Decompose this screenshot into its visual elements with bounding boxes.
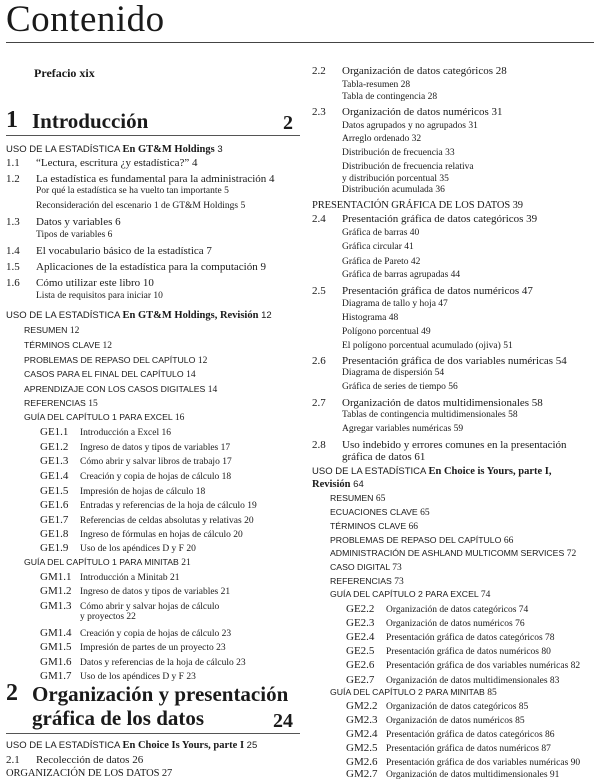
end-section-page: 65 — [420, 508, 430, 518]
toc-entry — [6, 262, 266, 273]
toc-entry — [40, 543, 196, 555]
chapter-2-title-line2: gráfica de los datos — [32, 706, 205, 730]
toc-entry — [6, 217, 121, 228]
end-section-page: 14 — [207, 385, 218, 395]
toc-entry — [40, 601, 219, 613]
toc-entry — [24, 385, 217, 396]
toc-entry — [330, 590, 490, 601]
end-section-page: 65 — [375, 494, 386, 504]
toc-entry — [24, 558, 191, 569]
end-section-page: 14 — [186, 370, 196, 380]
toc-entry — [342, 81, 410, 91]
toc-entry — [330, 549, 576, 560]
section-title: Organización de datos numéricos 31 — [342, 106, 503, 118]
toc-entry — [342, 369, 444, 379]
toc-entry — [346, 632, 555, 644]
toc-entry — [342, 425, 463, 435]
toc-entry — [342, 328, 431, 338]
toc-entry — [36, 202, 245, 212]
toc-entry — [330, 494, 385, 505]
subsection-title: Tablas de contingencia multidimensionales 58 — [342, 410, 518, 420]
guide-code: GM1.3 — [40, 600, 72, 612]
guide-code: GE2.2 — [346, 603, 375, 615]
guide-title: Ingreso de datos y tipos de variables 17 — [80, 443, 231, 453]
end-section-title: GUÍA DEL CAPÍTULO 1 PARA EXCEL — [24, 412, 173, 422]
title-rule — [6, 42, 594, 43]
end-section-title: CASO DIGITAL — [330, 562, 390, 572]
toc-entry — [342, 383, 458, 393]
toc-entry — [330, 522, 418, 533]
section-title: Organización de datos multidimensionales 58 — [342, 397, 543, 409]
end-section-title: REFERENCIAS — [330, 576, 392, 586]
toc-entry — [346, 646, 551, 658]
end-section-page: 12 — [197, 356, 208, 366]
subsection-title: Distribución de frecuencia relativa — [342, 162, 474, 172]
guide-code: GM2.7 — [346, 768, 378, 780]
chapter-2-number: 2 — [6, 680, 18, 706]
toc-entry — [330, 577, 404, 588]
end-section-page: 73 — [392, 563, 402, 573]
toc-entry — [312, 107, 502, 118]
toc-entry — [40, 427, 171, 439]
part-heading: PRESENTACIÓN GRÁFICA DE LOS DATOS 39 — [312, 200, 523, 211]
toc-entry — [330, 536, 513, 547]
toc-entry — [342, 314, 398, 324]
section-title: Cómo utilizar este libro 10 — [36, 277, 154, 289]
guide-code: GE1.9 — [40, 542, 69, 554]
part-heading: ORGANIZACIÓN DE LOS DATOS 27 — [6, 768, 173, 779]
subsection-title: Gráfica de series de tiempo 56 — [342, 382, 458, 392]
toc-entry — [24, 370, 196, 381]
guide-title: Organización de datos numéricos 85 — [386, 716, 525, 726]
toc-entry — [6, 174, 275, 185]
toc-entry — [346, 618, 525, 630]
toc-entry — [36, 187, 229, 197]
toc-entry — [346, 715, 525, 727]
case-name: En Choice Is Yours, parte I — [122, 740, 245, 751]
end-section-title: ADMINISTRACIÓN DE ASHLAND MULTICOMM SERVICES — [330, 548, 565, 558]
case-name: En Choice is Yours, parte I, — [428, 466, 552, 477]
chapter-1-rule — [6, 135, 300, 136]
end-section-page: 21 — [181, 558, 191, 568]
toc-entry — [312, 286, 533, 297]
guide-title: Presentación gráfica de datos numéricos 80 — [386, 647, 551, 657]
case-page: 12 — [258, 310, 272, 321]
guide-code: GE2.3 — [346, 617, 375, 629]
guide-title: Referencias de celdas absolutas y relativas 20 — [80, 516, 254, 526]
section-number: 1.6 — [6, 277, 20, 289]
toc-entry — [24, 399, 98, 410]
guide-code: GE1.6 — [40, 499, 69, 511]
toc-entry — [312, 356, 567, 367]
end-section-title: GUÍA DEL CAPÍTULO 2 PARA EXCEL — [330, 589, 479, 599]
toc-entry — [6, 145, 223, 156]
toc-entry — [342, 186, 445, 196]
section-title: Presentación gráfica de datos categóricos 39 — [342, 213, 538, 225]
guide-code: GE1.5 — [40, 485, 69, 497]
end-section-title: RESUMEN — [24, 325, 68, 335]
toc-entry — [342, 135, 421, 145]
toc-entry — [312, 440, 567, 451]
subsection-title: Agregar variables numéricas 59 — [342, 424, 464, 434]
guide-title: Cómo abrir y salvar hojas de cálculo — [80, 602, 220, 612]
toc-entry — [346, 729, 555, 741]
guide-code: GM2.6 — [346, 756, 378, 768]
guide-code: GM1.5 — [40, 641, 72, 653]
guide-title: Presentación gráfica de dos variables numéricas 90 — [386, 758, 581, 768]
end-section-title: PROBLEMAS DE REPASO DEL CAPÍTULO — [330, 535, 502, 545]
toc-entry — [40, 515, 254, 527]
toc-entry — [342, 271, 460, 281]
subsection-title: Tabla de contingencia 28 — [342, 92, 438, 102]
subsection-title: y distribución porcentual 35 — [342, 174, 449, 184]
section-number: 1.1 — [6, 157, 20, 169]
toc-entry — [40, 471, 231, 483]
end-section-page: 72 — [566, 549, 577, 559]
chapter-2-rule — [6, 733, 300, 734]
guide-title: y proyectos 22 — [80, 612, 136, 622]
guide-title: Creación y copia de hojas de cálculo 18 — [80, 472, 232, 482]
end-section-title: RESUMEN — [330, 493, 374, 503]
guide-title: Uso de los apéndices D y F 23 — [80, 672, 196, 682]
toc-entry — [346, 675, 559, 687]
toc-entry — [6, 769, 172, 780]
toc-entry — [36, 231, 112, 241]
guide-title: Presentación gráfica de datos numéricos 87 — [386, 744, 551, 754]
toc-entry — [40, 442, 230, 454]
toc-entry — [6, 158, 198, 169]
case-page: 25 — [244, 740, 258, 751]
guide-code: GM1.1 — [40, 571, 72, 583]
subsection-title: El polígono porcentual acumulado (ojiva) 51 — [342, 341, 513, 351]
toc-entry — [312, 467, 552, 478]
toc-entry — [40, 671, 196, 683]
toc-entry — [6, 278, 154, 289]
chapter-1-title: Introducción — [32, 109, 149, 133]
toc-entry — [346, 701, 528, 713]
toc-entry — [342, 175, 449, 185]
subsection-title: Arreglo ordenado 32 — [342, 134, 422, 144]
guide-code: GM2.3 — [346, 714, 378, 726]
section-number: 2.8 — [312, 439, 326, 451]
end-section-page: 73 — [394, 577, 404, 587]
section-title: Datos y variables 6 — [36, 216, 121, 228]
section-number: 2.2 — [312, 65, 326, 77]
page-title: Contenido — [6, 0, 165, 40]
guide-title: Datos y referencias de la hoja de cálculo 23 — [80, 658, 246, 668]
section-number: 2.7 — [312, 397, 326, 409]
case-label: USO DE LA ESTADÍSTICA — [6, 740, 123, 751]
toc-entry — [40, 586, 230, 598]
toc-entry — [312, 66, 507, 77]
guide-title: Impresión de hojas de cálculo 18 — [80, 487, 206, 497]
end-section-title: TÉRMINOS CLAVE — [330, 521, 407, 531]
end-section-page: 16 — [174, 413, 185, 423]
section-title: Recolección de datos 26 — [36, 754, 144, 766]
case-label: USO DE LA ESTADÍSTICA — [312, 466, 429, 477]
toc-entry — [330, 688, 497, 699]
guide-code: GE1.3 — [40, 455, 69, 467]
toc-entry — [342, 163, 474, 173]
toc-entry — [24, 356, 207, 367]
toc-entry — [342, 149, 455, 159]
section-title: Aplicaciones de la estadística para la computación 9 — [36, 261, 266, 273]
subsection-title: Polígono porcentual 49 — [342, 327, 431, 337]
subsection-title: Reconsideración del escenario 1 de GT&M Holdings 5 — [36, 201, 246, 211]
guide-title: Introducción a Minitab 21 — [80, 573, 180, 583]
end-section-page: 15 — [88, 399, 98, 409]
toc-entry — [342, 93, 437, 103]
toc-entry — [330, 508, 430, 519]
guide-code: GE1.4 — [40, 470, 69, 482]
toc-entry — [342, 229, 419, 239]
toc-entry — [346, 743, 551, 755]
toc-entry — [342, 243, 414, 253]
toc-entry — [40, 456, 232, 468]
toc-entry — [346, 757, 580, 769]
section-number: 2.4 — [312, 213, 326, 225]
guide-title: Impresión de partes de un proyecto 23 — [80, 643, 226, 653]
toc-entry — [342, 258, 420, 268]
case-page: 3 — [214, 144, 223, 155]
toc-entry — [40, 529, 243, 541]
end-section-title: GUÍA DEL CAPÍTULO 1 PARA MINITAB — [24, 557, 179, 567]
section-title: Organización de datos categóricos 28 — [342, 65, 507, 77]
case-label: USO DE LA ESTADÍSTICA — [6, 144, 123, 155]
guide-title: Uso de los apéndices D y F 20 — [80, 544, 196, 554]
subsection-title: Datos agrupados y no agrupados 31 — [342, 121, 478, 131]
subsection-title: Diagrama de dispersión 54 — [342, 368, 445, 378]
subsection-title: Diagrama de tallo y hoja 47 — [342, 299, 448, 309]
guide-code: GM2.2 — [346, 700, 378, 712]
end-section-title: GUÍA DEL CAPÍTULO 2 PARA MINITAB — [330, 687, 485, 697]
section-title: Presentación gráfica de datos numéricos 47 — [342, 285, 533, 297]
toc-entry — [312, 214, 537, 225]
end-section-title: PROBLEMAS DE REPASO DEL CAPÍTULO — [24, 355, 196, 365]
toc-entry — [24, 341, 112, 352]
guide-code: GE2.4 — [346, 631, 375, 643]
toc-entry — [342, 300, 448, 310]
toc-entry — [342, 122, 478, 132]
subsection-title: Gráfica de barras 40 — [342, 228, 420, 238]
subsection-title: Distribución de frecuencia 33 — [342, 148, 455, 158]
guide-code: GM2.4 — [346, 728, 378, 740]
toc-entry — [312, 480, 364, 491]
toc-entry — [346, 660, 580, 672]
toc-entry — [312, 201, 523, 212]
toc-entry — [36, 292, 163, 302]
guide-title: Presentación gráfica de datos categóricos 86 — [386, 730, 555, 740]
toc-entry — [312, 398, 543, 409]
section-number: 2.3 — [312, 106, 326, 118]
case-name: Revisión — [312, 479, 351, 490]
guide-title: Organización de datos categóricos 74 — [386, 605, 529, 615]
chapter-1-number: 1 — [6, 107, 18, 133]
end-section-page: 66 — [503, 536, 514, 546]
toc-entry — [342, 342, 513, 352]
guide-code: GE1.1 — [40, 426, 69, 438]
case-page: 64 — [350, 479, 364, 490]
end-section-page: 66 — [408, 522, 419, 532]
chapter-2-page: 24 — [273, 710, 293, 732]
guide-title: Presentación gráfica de dos variables numéricas 82 — [386, 661, 581, 671]
section-title: Presentación gráfica de dos variables numéricas 54 — [342, 355, 567, 367]
subsection-title: Por qué la estadística se ha vuelto tan importante 5 — [36, 186, 229, 196]
guide-code: GE1.2 — [40, 441, 69, 453]
guide-title: Ingreso de datos y tipos de variables 21 — [80, 587, 231, 597]
toc-entry — [40, 657, 246, 669]
guide-code: GE2.5 — [346, 645, 375, 657]
toc-entry — [6, 246, 212, 257]
section-title: gráfica de datos 61 — [342, 451, 426, 463]
section-title: Uso indebido y errores comunes en la presentación — [342, 439, 567, 451]
section-title: El vocabulario básico de la estadística 7 — [36, 245, 212, 257]
section-number: 1.4 — [6, 245, 20, 257]
subsection-title: Histograma 48 — [342, 313, 399, 323]
guide-title: Organización de datos multidimensionales 83 — [386, 676, 560, 686]
case-name: En GT&M Holdings — [122, 144, 215, 155]
subsection-title: Gráfica circular 41 — [342, 242, 414, 252]
guide-code: GM1.6 — [40, 656, 72, 668]
guide-code: GE1.7 — [40, 514, 69, 526]
end-section-title: APRENDIZAJE CON LOS CASOS DIGITALES — [24, 384, 206, 394]
guide-code: GM1.4 — [40, 627, 72, 639]
section-number: 1.3 — [6, 216, 20, 228]
section-number: 1.2 — [6, 173, 20, 185]
toc-entry — [40, 572, 179, 584]
guide-title: Organización de datos categóricos 85 — [386, 702, 529, 712]
end-section-title: ECUACIONES CLAVE — [330, 507, 418, 517]
toc-entry — [330, 563, 402, 574]
subsection-title: Tabla-resumen 28 — [342, 80, 411, 90]
end-section-page: 12 — [102, 341, 113, 351]
section-number: 1.5 — [6, 261, 20, 273]
subsection-title: Lista de requisitos para iniciar 10 — [36, 291, 163, 301]
section-number: 2.1 — [6, 754, 20, 766]
end-section-title: TÉRMINOS CLAVE — [24, 340, 101, 350]
toc-entry — [40, 486, 205, 498]
guide-title: Organización de datos numéricos 76 — [386, 619, 525, 629]
guide-title: Entradas y referencias de la hoja de cálculo 19 — [80, 501, 257, 511]
toc-entry — [342, 411, 518, 421]
section-title: “Lectura, escritura ¿y estadística?” 4 — [36, 157, 198, 169]
end-section-page: 12 — [69, 326, 80, 336]
section-title: La estadística es fundamental para la administración 4 — [36, 173, 275, 185]
guide-code: GM1.7 — [40, 670, 72, 682]
end-section-title: CASOS PARA EL FINAL DEL CAPÍTULO — [24, 369, 184, 379]
guide-title: Creación y copia de hojas de cálculo 23 — [80, 629, 232, 639]
guide-title: Organización de datos multidimensionales 91 — [386, 770, 560, 780]
guide-code: GE2.6 — [346, 659, 375, 671]
toc-entry — [40, 500, 257, 512]
end-section-page: 85 — [487, 688, 497, 698]
toc-entry — [6, 741, 257, 752]
guide-code: GM1.2 — [40, 585, 72, 597]
toc-entry — [312, 452, 425, 463]
guide-title: Ingreso de fórmulas en hojas de cálculo 20 — [80, 530, 243, 540]
prefacio-entry: Prefacio xix — [34, 66, 95, 80]
toc-entry — [346, 604, 528, 616]
chapter-2-title-line1: Organización y presentación — [32, 682, 289, 706]
toc-entry — [40, 628, 231, 640]
subsection-title: Gráfica de Pareto 42 — [342, 257, 421, 267]
toc-entry — [40, 642, 226, 654]
toc-entry — [24, 413, 184, 424]
end-section-title: REFERENCIAS — [24, 398, 86, 408]
guide-code: GE1.8 — [40, 528, 69, 540]
guide-title: Introducción a Excel 16 — [80, 428, 172, 438]
subsection-title: Distribución acumulada 36 — [342, 185, 445, 195]
toc-entry — [6, 311, 272, 322]
case-label: USO DE LA ESTADÍSTICA — [6, 310, 123, 321]
subsection-title: Tipos de variables 6 — [36, 230, 113, 240]
guide-code: GM2.5 — [346, 742, 378, 754]
toc-entry — [24, 326, 79, 337]
chapter-1-page: 2 — [283, 112, 293, 134]
subsection-title: Gráfica de barras agrupadas 44 — [342, 270, 461, 280]
section-number: 2.6 — [312, 355, 326, 367]
guide-title: Presentación gráfica de datos categóricos 78 — [386, 633, 555, 643]
toc-entry — [40, 613, 136, 623]
section-number: 2.5 — [312, 285, 326, 297]
end-section-page: 74 — [480, 590, 491, 600]
toc-entry — [6, 755, 143, 766]
case-name: En GT&M Holdings, Revisión — [122, 310, 259, 321]
guide-title: Cómo abrir y salvar libros de trabajo 17 — [80, 457, 232, 467]
guide-code: GE2.7 — [346, 674, 375, 686]
